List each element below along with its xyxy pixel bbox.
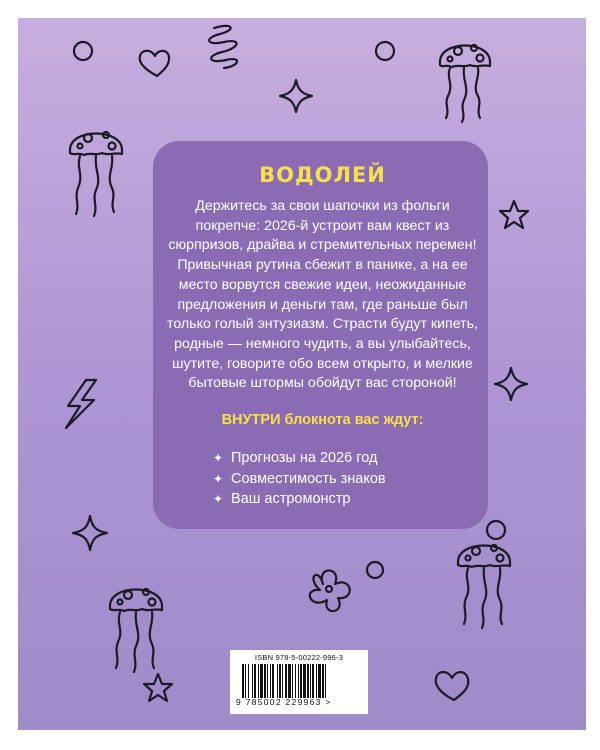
circle-icon — [74, 42, 92, 60]
list-item — [213, 469, 478, 490]
lightning-icon — [66, 380, 96, 428]
heart-icon — [436, 672, 469, 700]
description-line: Держитесь за свои шапочки из фольги — [195, 198, 450, 214]
description-line: покрепче: 2026-й устроит вам квест из — [195, 217, 450, 234]
feature-label: Прогнозы на 2026 год — [231, 450, 378, 467]
feature-list — [167, 448, 478, 510]
spiral-icon — [209, 26, 237, 68]
horoscope-panel — [153, 141, 488, 529]
sparkle-icon — [280, 80, 312, 112]
description-line: место ворвутся свежие идеи, неожиданные — [178, 276, 467, 293]
book-back-cover — [18, 18, 586, 730]
jellyfish-icon — [458, 545, 510, 628]
isbn-text: ISBN 978-5-00222-996-3 — [254, 653, 344, 662]
circle-icon — [487, 521, 505, 539]
circle-icon — [367, 562, 383, 578]
list-item — [213, 448, 478, 469]
barcode-icon — [242, 664, 360, 698]
jellyfish-icon — [440, 45, 490, 122]
inside-heading: ВНУТРИ блокнота вас ждут: — [221, 412, 424, 429]
star-icon — [144, 674, 172, 701]
sparkle-icon — [73, 516, 107, 550]
description-line: предложения и деньги там, где раньше был — [177, 296, 468, 313]
star-icon — [500, 201, 528, 228]
barcode-digits: 9 785002 229963 > — [236, 697, 332, 707]
feature-label: Ваш астромонстр — [231, 491, 351, 508]
sparkle-icon — [495, 368, 527, 400]
heart-icon — [140, 51, 169, 76]
list-item — [213, 489, 478, 510]
description-line: родные — немного чудить, а вы улыбайтесь, — [174, 335, 471, 352]
description-line: Привычная рутина сбежит в панике, а на ее — [177, 257, 468, 274]
flower-icon — [310, 571, 350, 612]
description-line: шутите, говорите обо всем открыто, и мелкие — [172, 355, 473, 372]
sparkle-bullet-icon: ✦ — [213, 471, 224, 486]
description-line: сюрпризов, драйва и стремительных перемен! — [168, 237, 477, 254]
jellyfish-icon — [110, 589, 162, 672]
description-line: бытовые штормы обойдут вас стороной! — [188, 375, 457, 392]
barcode-label — [230, 650, 368, 714]
circle-icon — [376, 42, 394, 60]
sign-title: ВОДОЛЕЙ — [259, 163, 386, 187]
sparkle-bullet-icon: ✦ — [213, 492, 224, 507]
jellyfish-icon — [70, 132, 122, 216]
sparkle-bullet-icon: ✦ — [213, 451, 224, 466]
horoscope-description — [167, 197, 478, 394]
feature-label: Совместимость знаков — [231, 470, 386, 487]
description-line: только голый энтузиазм. Страсти будут кипеть, — [167, 316, 478, 333]
